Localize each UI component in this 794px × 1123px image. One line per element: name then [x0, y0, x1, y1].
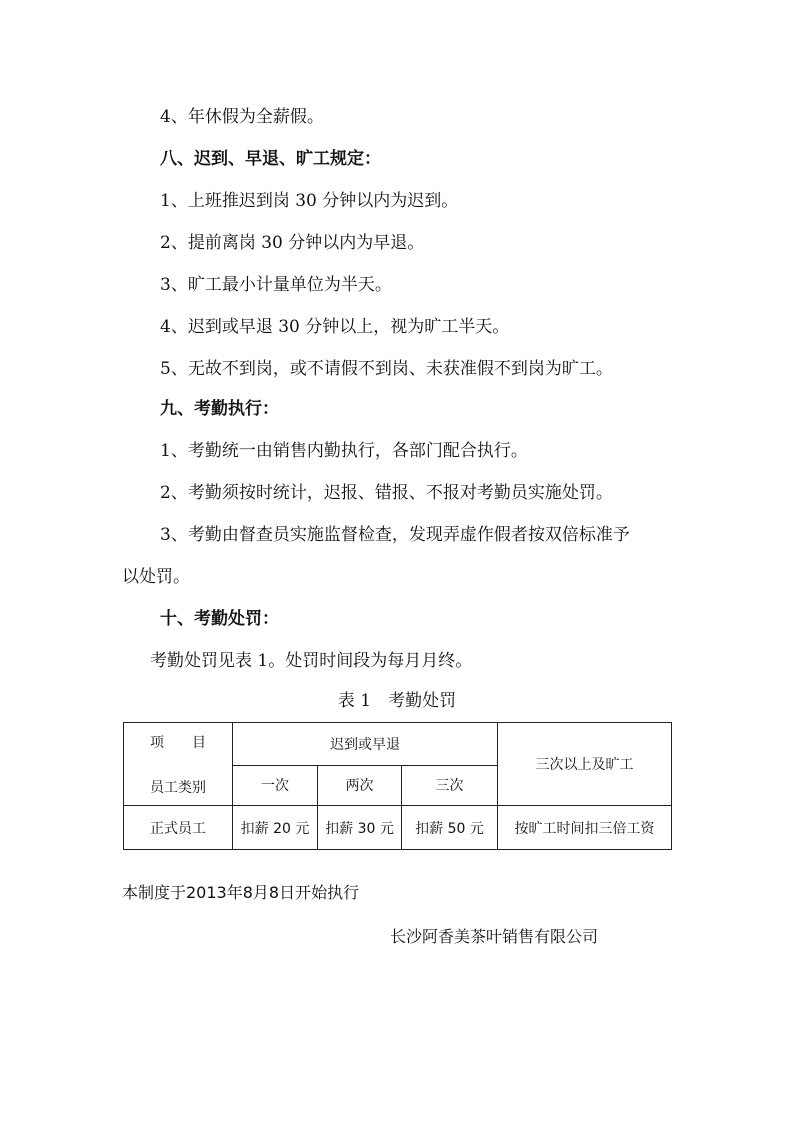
effective-date-note: 本制度于2013年8月8日开始执行 [122, 883, 360, 902]
paragraph-annual-leave: 4、年休假为全薪假。 [160, 107, 324, 127]
paragraph-penalty-reference: 考勤处罚见表 1。处罚时间段为每月月终。 [150, 651, 473, 671]
company-name: 长沙阿香美茶叶销售有限公司 [390, 927, 599, 946]
row-value-once: 扣薪 20 元 [233, 806, 318, 850]
table-row [124, 806, 672, 850]
row-value-beyond: 按旷工时间扣三倍工资 [498, 806, 672, 850]
section-heading-9: 九、考勤执行： [160, 399, 279, 419]
section-heading-8: 八、迟到、早退、旷工规定： [160, 149, 381, 169]
paragraph-early-leave-rule: 2、提前离岗 30 分钟以内为早退。 [160, 233, 425, 253]
row-category-cell: 正式员工 [124, 806, 233, 850]
section-heading-10: 十、考勤处罚： [160, 609, 279, 629]
beyond-three-header: 三次以上及旷工 [498, 723, 672, 806]
sub-header-once: 一次 [233, 765, 318, 806]
paragraph-attendance-timely: 2、考勤须按时统计，迟报、错报、不报对考勤员实施处罚。 [160, 483, 613, 503]
paragraph-attendance-supervision-cont: 以处罚。 [122, 567, 190, 587]
table-corner-header [124, 723, 233, 806]
late-or-early-header: 迟到或早退 [233, 723, 498, 766]
paragraph-absence-definition: 5、无故不到岗，或不请假不到岗、未获准假不到岗为旷工。 [160, 359, 613, 379]
corner-item-label: 项 目 [150, 735, 206, 751]
corner-category-label: 员工类别 [150, 780, 206, 796]
row-value-thrice: 扣薪 50 元 [402, 806, 498, 850]
sub-header-thrice: 三次 [402, 765, 498, 806]
paragraph-attendance-executor: 1、考勤统一由销售内勤执行，各部门配合执行。 [160, 441, 528, 461]
table-caption: 表 1 考勤处罚 [337, 691, 457, 711]
paragraph-over-30-rule: 4、迟到或早退 30 分钟以上，视为旷工半天。 [160, 317, 510, 337]
paragraph-absence-unit: 3、旷工最小计量单位为半天。 [160, 275, 392, 295]
paragraph-attendance-supervision: 3、考勤由督查员实施监督检查，发现弄虚作假者按双倍标准予 [160, 525, 630, 545]
attendance-penalty-table [123, 722, 672, 850]
row-value-twice: 扣薪 30 元 [318, 806, 402, 850]
paragraph-late-rule: 1、上班推迟到岗 30 分钟以内为迟到。 [160, 191, 459, 211]
sub-header-twice: 两次 [318, 765, 402, 806]
